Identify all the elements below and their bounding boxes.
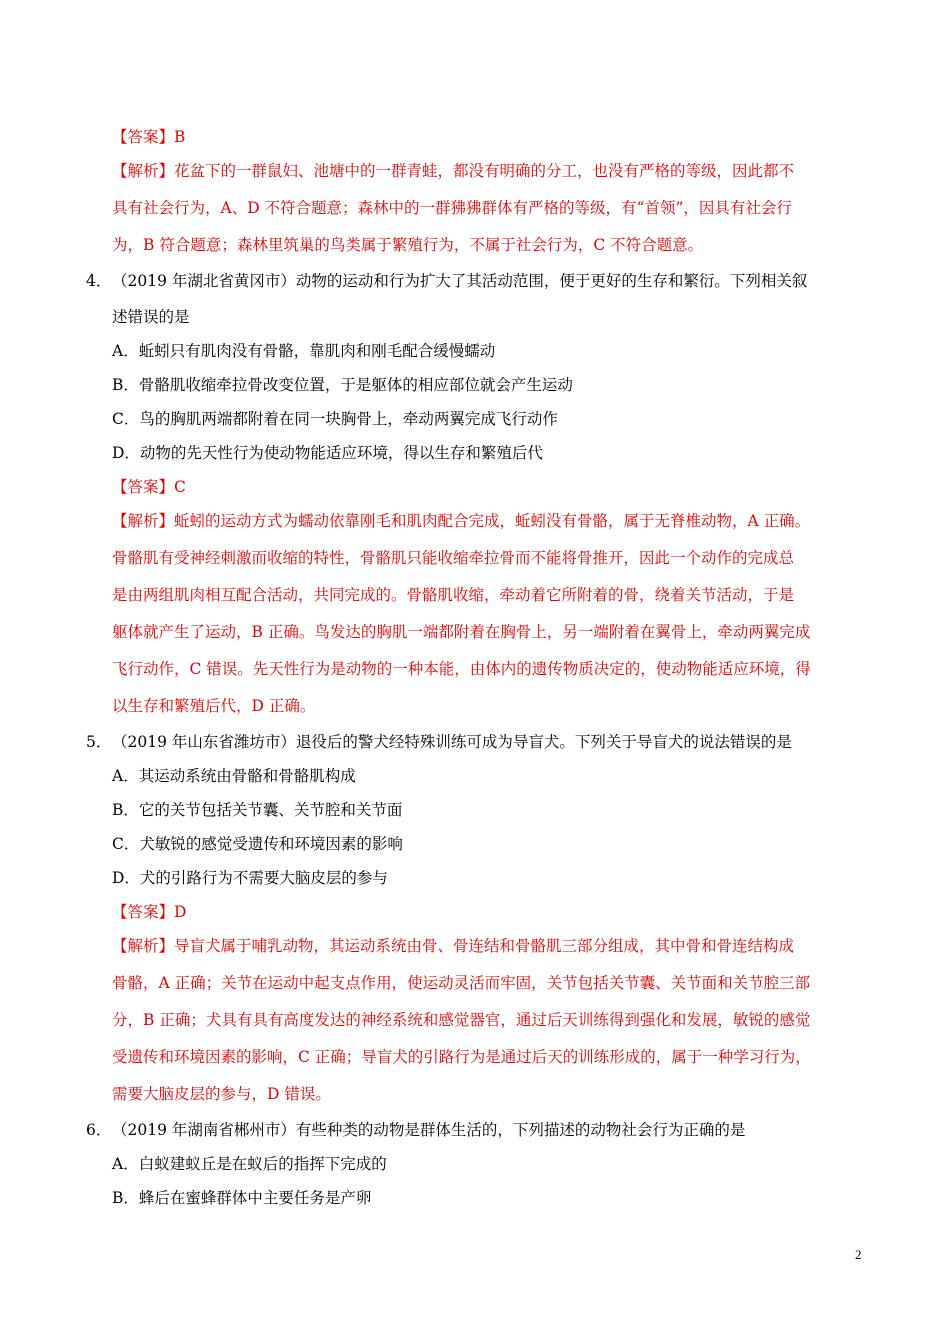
question-5-option-b: B．它的关节包括关节囊、关节腔和关节面 [112, 801, 403, 819]
explanation-3-line-3: 为，B 符合题意；森林里筑巢的鸟类属于繁殖行为，不属于社会行为，C 不符合题意。 [112, 236, 704, 254]
explanation-4-line-2: 骨骼肌有受神经刺激而收缩的特性，骨骼肌只能收缩牵拉骨而不能将骨推开，因此一个动作的完成总 [112, 549, 795, 567]
explanation-5-line-5: 需要大脑皮层的参与，D 错误。 [112, 1085, 331, 1103]
explanation-4-line-5: 飞行动作，C 错误。先天性行为是动物的一种本能，由体内的遗传物质决定的，使动物能适应环境，得 [112, 660, 811, 678]
question-4-option-c: C．鸟的胸肌两端都附着在同一块胸骨上，牵动两翼完成飞行动作 [112, 410, 558, 428]
question-4-option-d: D．动物的先天性行为使动物能适应环境，得以生存和繁殖后代 [112, 444, 543, 462]
answer-5: 【答案】D [112, 903, 187, 921]
explanation-5-line-4: 受遗传和环境因素的影响，C 正确；导盲犬的引路行为是通过后天的训练形成的，属于一种学习行为， [112, 1048, 811, 1066]
explanation-4-line-6: 以生存和繁殖后代，D 正确。 [112, 697, 316, 715]
answer-3: 【答案】B [112, 128, 186, 146]
question-6-option-a: A．白蚁建蚁丘是在蚁后的指挥下完成的 [112, 1155, 387, 1173]
question-5-number: 5． [86, 733, 112, 751]
explanation-4-line-4: 躯体就产生了运动，B 正确。鸟发达的胸肌一端都附着在胸骨上，另一端附着在翼骨上，牵动两翼完成 [112, 623, 811, 641]
explanation-4-line-3: 是由两组肌肉相互配合活动，共同完成的。骨骼肌收缩，牵动着它所附着的骨，绕着关节活动，于是 [112, 586, 795, 604]
explanation-5-line-2: 骨骼，A 正确；关节在运动中起支点作用，使运动灵活而牢固，关节包括关节囊、关节面和关节腔三部 [112, 974, 811, 992]
explanation-4-line-1: 【解析】蚯蚓的运动方式为蠕动依靠刚毛和肌肉配合完成，蚯蚓没有骨骼，属于无脊椎动物，A 正确。 [112, 512, 811, 530]
answer-4: 【答案】C [112, 478, 186, 496]
page-number: 2 [855, 1247, 862, 1262]
explanation-5-line-3: 分，B 正确；犬具有具有高度发达的神经系统和感觉器官，通过后天训练得到强化和发展，敏锐的感觉 [112, 1011, 811, 1029]
question-4-number: 4． [86, 272, 112, 290]
question-4-option-a: A．蚯蚓只有肌肉没有骨骼，靠肌肉和刚毛配合缓慢蠕动 [112, 342, 496, 360]
question-6-text-line-1: （2019 年湖南省郴州市）有些种类的动物是群体生活的，下列描述的动物社会行为正确的是 [112, 1121, 746, 1139]
question-4-text-line-2: 述错误的是 [112, 308, 190, 326]
question-6-option-b: B．蜂后在蜜蜂群体中主要任务是产卵 [112, 1189, 372, 1207]
question-5-option-d: D．犬的引路行为不需要大脑皮层的参与 [112, 869, 388, 887]
explanation-3-line-2: 具有社会行为，A、D 不符合题意；森林中的一群狒狒群体有严格的等级，有“首领”，因具有社会行 [112, 199, 792, 217]
question-6-number: 6． [86, 1121, 112, 1139]
question-5-text-line-1: （2019 年山东省潍坊市）退役后的警犬经特殊训练可成为导盲犬。下列关于导盲犬的说法错误的是 [112, 733, 792, 751]
explanation-3-line-1: 【解析】花盆下的一群鼠妇、池塘中的一群青蛙，都没有明确的分工，也没有严格的等级，因此都不 [112, 162, 795, 180]
question-4-text-line-1: （2019 年湖北省黄冈市）动物的运动和行为扩大了其活动范围，便于更好的生存和繁衍。下列相关叙 [112, 272, 808, 290]
question-5-option-a: A．其运动系统由骨骼和骨骼肌构成 [112, 767, 356, 785]
question-4-option-b: B．骨骼肌收缩牵拉骨改变位置，于是躯体的相应部位就会产生运动 [112, 376, 573, 394]
explanation-5-line-1: 【解析】导盲犬属于哺乳动物，其运动系统由骨、骨连结和骨骼肌三部分组成，其中骨和骨连结构成 [112, 937, 795, 955]
question-5-option-c: C．犬敏锐的感觉受遗传和环境因素的影响 [112, 835, 403, 853]
